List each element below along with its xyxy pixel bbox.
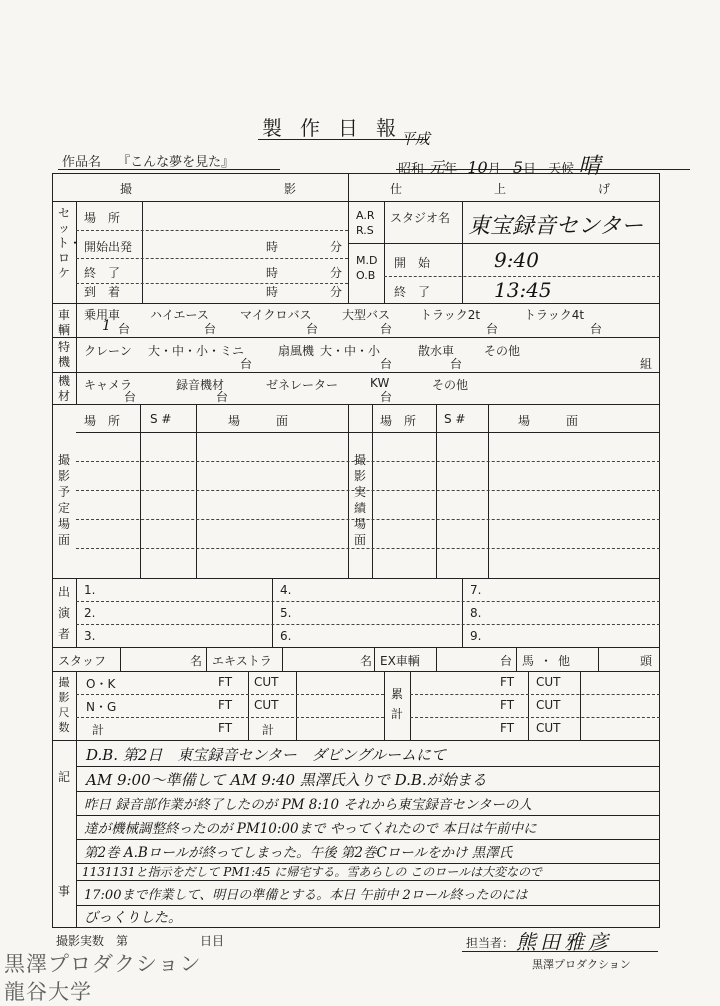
cut-label: CUT [536,721,561,735]
note-line: びっくりした。 [84,910,182,926]
rule [372,404,373,578]
unit: 台 [306,322,319,336]
rule [140,404,141,578]
work-title-row [62,151,234,170]
rule [76,815,660,816]
sound-label: 録音機材 [176,378,225,392]
dashed-rule [76,694,384,695]
crane-label: クレーン [84,344,132,358]
ar-label: A.R [356,209,375,222]
dashed-rule [76,461,660,462]
year: 元 [428,158,445,177]
other-label: その他 [484,344,521,358]
rule [52,647,660,648]
md-label: M.D [356,254,378,267]
note-line: 第2巻 A.Bロールが終ってしまった。午後 第2巻Cロールをかけ 黒澤氏 [84,845,513,861]
rule [76,766,660,767]
fan-size: 大・中・小 [320,344,381,358]
dashed-rule [384,276,660,277]
era-handwritten: 平成 [400,130,431,148]
person-name: 熊田雅彦 [516,930,612,954]
minute-label: 分 [330,266,343,280]
fan-label: 扇風機 [278,344,315,358]
dashed-rule [76,624,660,625]
notes-label-top: 記 [58,770,71,784]
rule [52,578,660,579]
col-s: S # [444,412,466,426]
year-label: 年 [444,162,458,177]
unit: 台 [118,322,131,336]
col-place: 場 所 [84,414,121,428]
weather: 晴 [578,154,601,179]
title-char: 報 [376,116,414,140]
title-char: 作 [300,116,338,140]
kw-label: KW [370,376,390,390]
page-title [262,112,414,141]
cast-number: 2. [84,606,96,620]
days-label: 撮影実数 第 [56,934,129,948]
minute-label: 分 [330,240,343,254]
title-char: 製 [262,116,300,140]
unit: 台 [380,322,393,336]
rule [516,647,517,671]
rule [76,671,77,740]
actual-scenes-label: 撮影実績場面 [353,453,366,547]
car-unit: 台 [500,654,513,668]
start-time: 9:40 [494,248,539,272]
generator-label: ゼネレーター [266,378,339,392]
era-printed: 昭和 [398,162,425,177]
cast-number: 7. [470,583,482,597]
date-underline [396,169,690,170]
dashed-rule [410,694,660,695]
rule [348,173,349,304]
extra-label: エキストラ [212,654,272,668]
dashed-rule [76,519,660,520]
arrive-label: 到 着 [84,285,121,299]
dashed-rule [76,490,660,491]
ft-label: FT [500,698,515,712]
cast-number: 4. [280,583,292,597]
rule [462,578,463,647]
ng-label: N・G [86,700,117,714]
ft-label: FT [218,698,233,712]
note-line: 1131131と指示をだして PM1:45 に帰宅する。雪あらしの このロールは大変なので [82,865,542,879]
unit: 台 [124,390,137,404]
rule [528,671,529,740]
title-char: 日 [338,116,376,140]
day-label: 日 [523,162,537,177]
rule [374,647,375,671]
rule [52,671,660,672]
col-s: S # [150,412,172,426]
end-label: 終 了 [84,266,121,280]
vehicle-bus: 大型バス [342,308,391,322]
unit: 台 [240,357,253,371]
ft-label: FT [218,721,233,735]
special-label: 特機 [57,340,70,369]
ob-label: O.B [356,269,376,282]
col-scene: 場 面 [518,414,583,428]
rule [436,404,437,578]
cast-number: 9. [470,629,482,643]
rule [76,791,660,792]
studio-name: 東宝録音センター [468,214,644,239]
rule [488,404,489,578]
rule [462,951,658,952]
minute-label: 分 [330,285,343,299]
section-finish: 仕 上 げ [390,182,651,196]
name-unit: 名 [190,654,203,668]
head-unit: 頭 [640,654,653,668]
cast-number: 5. [280,606,292,620]
dashed-rule [76,601,660,602]
rule [282,647,283,671]
rule [120,647,121,671]
note-line: AM 9:00～準備して AM 9:40 黒澤氏入りで D.B.が始まる [86,771,487,789]
month: 10 [467,158,488,177]
footage-label: 撮影尺数 [58,676,70,734]
watermark-line2: 龍谷大学 [4,980,92,1004]
cut-label: CUT [536,675,561,689]
studio-label: スタジオ名 [390,211,451,225]
unit: 台 [590,322,603,336]
ex-car-label: EX車輌 [380,654,420,668]
end-time: 13:45 [494,278,552,302]
rule [248,671,249,740]
rule [76,578,77,647]
rule [462,201,463,304]
depart-label: 開始出発 [84,240,133,254]
vehicle-truck2t: トラック2t [420,308,481,322]
ok-label: O・K [86,677,116,691]
cast-number: 1. [84,583,96,597]
rule [52,201,660,202]
end-label: 終 了 [394,285,431,299]
weather-label: 天候 [548,162,575,177]
sprinkler-label: 散水車 [418,344,455,358]
rule [52,372,660,373]
vehicle-truck4t: トラック4t [524,308,585,322]
rule [272,578,273,647]
plan-scenes-label: 撮影予定場面 [57,453,70,547]
note-line: 達が機械調整終ったのが PM10:00まで やってくれたので 本日は午前中に [84,821,537,837]
dashed-rule [76,717,384,718]
total-label: 計 [262,723,275,737]
rs-label: R.S [356,224,374,237]
set-loc-label: セット・ロケ [57,206,82,280]
rule [348,404,349,578]
rule [196,404,197,578]
start-label: 開 始 [394,256,431,270]
col-scene: 場 面 [228,414,293,428]
ft-label: FT [218,675,233,689]
person-label: 担当者： [466,936,515,950]
vehicle-microbus: マイクロバス [240,308,312,322]
company: 黒澤プロダクション [532,958,631,971]
unit: 台 [216,390,229,404]
vehicle-hiace: ハイエース [150,308,209,322]
rule [52,404,660,405]
passenger-count: 1 [102,318,111,334]
rule [348,243,660,244]
ft-label: FT [500,675,515,689]
rule [436,647,437,671]
rule [52,740,660,741]
rule [206,647,207,671]
rule [296,671,297,740]
place-label: 場 所 [84,211,121,225]
notes-label-bottom: 事 [58,884,71,898]
rule [384,671,385,740]
set-unit: 組 [640,357,653,371]
rule [384,201,385,304]
equipment-label: 機材 [57,374,70,403]
section-shoot: 撮 影 [120,182,367,196]
rule [410,671,411,740]
staff-label: スタッフ [58,654,107,668]
unit: 台 [380,357,393,371]
name-unit: 名 [360,654,373,668]
col-place: 場 所 [380,414,417,428]
unit: 台 [486,322,499,336]
total-label: 計 [92,723,105,737]
days-unit: 日目 [200,934,225,948]
cut-label: CUT [536,698,561,712]
rule [76,839,660,840]
rule [76,432,660,433]
cast-label: 出演者 [57,585,70,641]
rule [76,201,77,304]
dashed-rule [76,258,348,259]
dashed-rule [410,717,660,718]
note-line: 17:00まで作業して、明日の準備とする。本日 午前中 2ロール終ったのには [84,888,528,903]
rule [76,303,77,405]
rule [142,201,143,304]
vehicle-passenger: 乗用車 [84,308,121,322]
rule [76,880,660,881]
hour-label: 時 [266,266,279,280]
camera-label: キャメラ [84,378,133,392]
hour-label: 時 [266,285,279,299]
cut-label: CUT [254,698,279,712]
rule [52,337,660,338]
cut-label: CUT [254,675,279,689]
hour-label: 時 [266,240,279,254]
rule [52,303,660,304]
dashed-rule [76,230,348,231]
day: 5 [512,158,524,177]
dashed-rule [76,548,660,549]
note-line: 昨日 録音部作業が終了したのが PM 8:10 それから東宝録音センターの人 [84,797,532,813]
other-label: その他 [432,378,469,392]
note-line: D.B. 第2日 東宝録音センター ダビングルームにて [86,746,447,764]
cast-number: 3. [84,629,96,643]
crane-size: 大・中・小・ミニ [148,344,245,358]
cumulative-label: 累計 [390,687,403,721]
rule [598,647,599,671]
horse-label: 馬・他 [522,654,577,668]
work-underline [58,169,280,170]
unit: 台 [450,357,463,371]
cast-number: 8. [470,606,482,620]
cast-number: 6. [280,629,292,643]
rule [76,905,660,906]
vehicles-label: 車輌 [57,308,70,337]
rule [76,740,77,928]
watermark-line1: 黒澤プロダクション [4,952,202,976]
ft-label: FT [500,721,515,735]
work-label: 作品名 [62,155,102,170]
month-label: 月 [487,162,501,177]
unit: 台 [380,390,393,404]
work-title: 『こんな夢を見た』 [117,155,235,170]
unit: 台 [204,322,217,336]
rule [580,671,581,740]
